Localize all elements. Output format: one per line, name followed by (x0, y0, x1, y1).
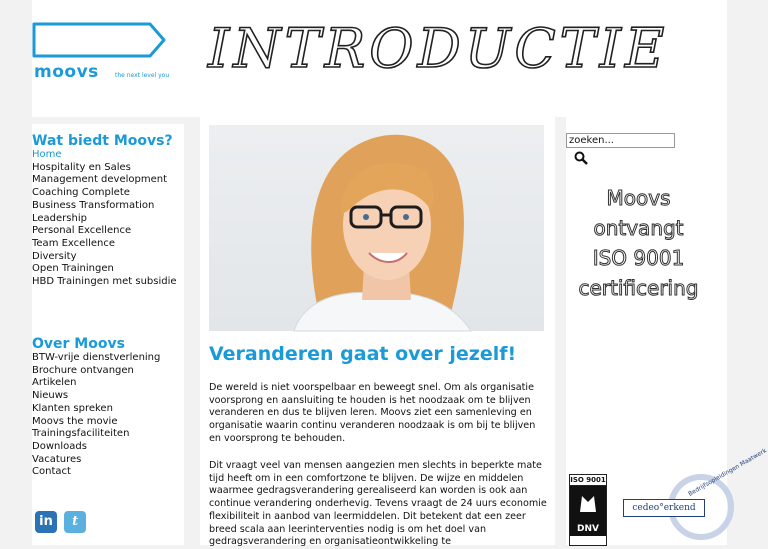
secondary-nav-item[interactable]: Artikelen (32, 377, 77, 389)
twitter-icon[interactable]: t (64, 511, 86, 533)
iso-badge-label: ISO 9001 (570, 476, 606, 484)
right-sidebar (566, 117, 768, 545)
dnv-label: DNV (570, 522, 606, 536)
main-content (200, 117, 555, 548)
primary-nav-item[interactable]: Open Trainingen (32, 263, 114, 275)
secondary-nav-list (32, 352, 160, 479)
secondary-nav-item[interactable]: Vacatures (32, 453, 82, 465)
primary-nav-item[interactable]: Home (32, 149, 62, 160)
iso-announcement[interactable] (566, 183, 711, 303)
secondary-nav-item[interactable]: Brochure ontvangen (32, 364, 134, 376)
secondary-nav-item[interactable]: Downloads (32, 440, 87, 452)
iso-line: ISO 9001 (592, 246, 685, 270)
logo-wordmark: moovs (34, 62, 99, 82)
iso-line: ontvangt (593, 216, 684, 240)
iso-line: certificering (578, 276, 699, 300)
primary-nav-item[interactable]: Business Transformation (32, 199, 155, 211)
iso-line: Moovs (606, 186, 671, 210)
cedeo-arc-text: Bedrijfsopleidingen Maatwerk (687, 447, 768, 498)
primary-nav-item[interactable]: Diversity (32, 250, 77, 262)
page-title: Veranderen gaat over jezelf! (209, 343, 517, 365)
secondary-nav-item[interactable]: BTW-vrije dienstverlening (32, 352, 161, 363)
primary-nav (32, 133, 177, 289)
dnv-crown-icon (570, 486, 606, 522)
body-paragraph: Dit vraagt veel van mensen aangezien men slechts in beperkte mate tijd heeft om in een comfortzone te blijven. De wijze en middelen waarmee gedragsverandering gerealiseerd kan worden is ook aan continue verandering onderhevig. Tevens vraagt de 24 uurs economie flexibiliteit in aanbod van leermiddelen. Dit betekent dat een zeer breed scala aan leerinterventies nodig is om het doel van gedragsverandering en organisatieontwikkeling te (209, 460, 547, 548)
search-input[interactable] (566, 133, 675, 148)
secondary-nav-item[interactable]: Nieuws (32, 390, 69, 402)
logo-tagline: the next level you (115, 72, 170, 79)
left-sidebar (32, 124, 184, 545)
logo-arrow-icon (32, 20, 172, 60)
social-links (35, 510, 88, 533)
secondary-nav-heading: Over Moovs (32, 336, 125, 352)
intro-paragraph: De wereld is niet voorspelbaar en beweegt snel. Om als organisatie voorsprong en aansluiting te houden is het noodzaak om te blijven veranderen en dus te blijven leren. Moovs ziet een samenleving en organisatie waarin continu veranderen noodzaak is om bij te blijven en voorsprong te behouden. (209, 382, 536, 444)
search-icon[interactable] (574, 150, 588, 169)
primary-nav-item[interactable]: Hospitality en Sales (32, 161, 131, 173)
cedeo-label: cedeo°erkend (623, 499, 705, 517)
primary-nav-item[interactable]: Management development (32, 174, 168, 186)
linkedin-icon[interactable]: in (35, 511, 57, 533)
site-header (32, 0, 727, 117)
primary-nav-heading: Wat biedt Moovs? (32, 133, 173, 149)
secondary-nav-item[interactable]: Trainingsfaciliteiten (32, 428, 130, 440)
woman-portrait-image (209, 125, 544, 331)
secondary-nav (32, 336, 160, 479)
primary-nav-item[interactable]: Leadership (32, 212, 87, 224)
primary-nav-item[interactable]: Personal Excellence (32, 225, 132, 237)
cedeo-badge[interactable] (623, 447, 768, 545)
primary-nav-item[interactable]: HBD Trainingen met subsidie (32, 276, 177, 288)
iso-9001-badge[interactable] (569, 474, 607, 546)
secondary-nav-item[interactable]: Moovs the movie (32, 415, 118, 427)
page-banner-title: INTRODUCTIE (208, 17, 669, 80)
hero-image (209, 125, 544, 331)
secondary-nav-item[interactable]: Klanten spreken (32, 402, 113, 414)
secondary-nav-item[interactable]: Contact (32, 466, 71, 478)
primary-nav-item[interactable]: Coaching Complete (32, 187, 130, 199)
primary-nav-item[interactable]: Team Excellence (32, 237, 116, 249)
primary-nav-list (32, 149, 177, 289)
moovs-logo[interactable] (32, 20, 172, 90)
